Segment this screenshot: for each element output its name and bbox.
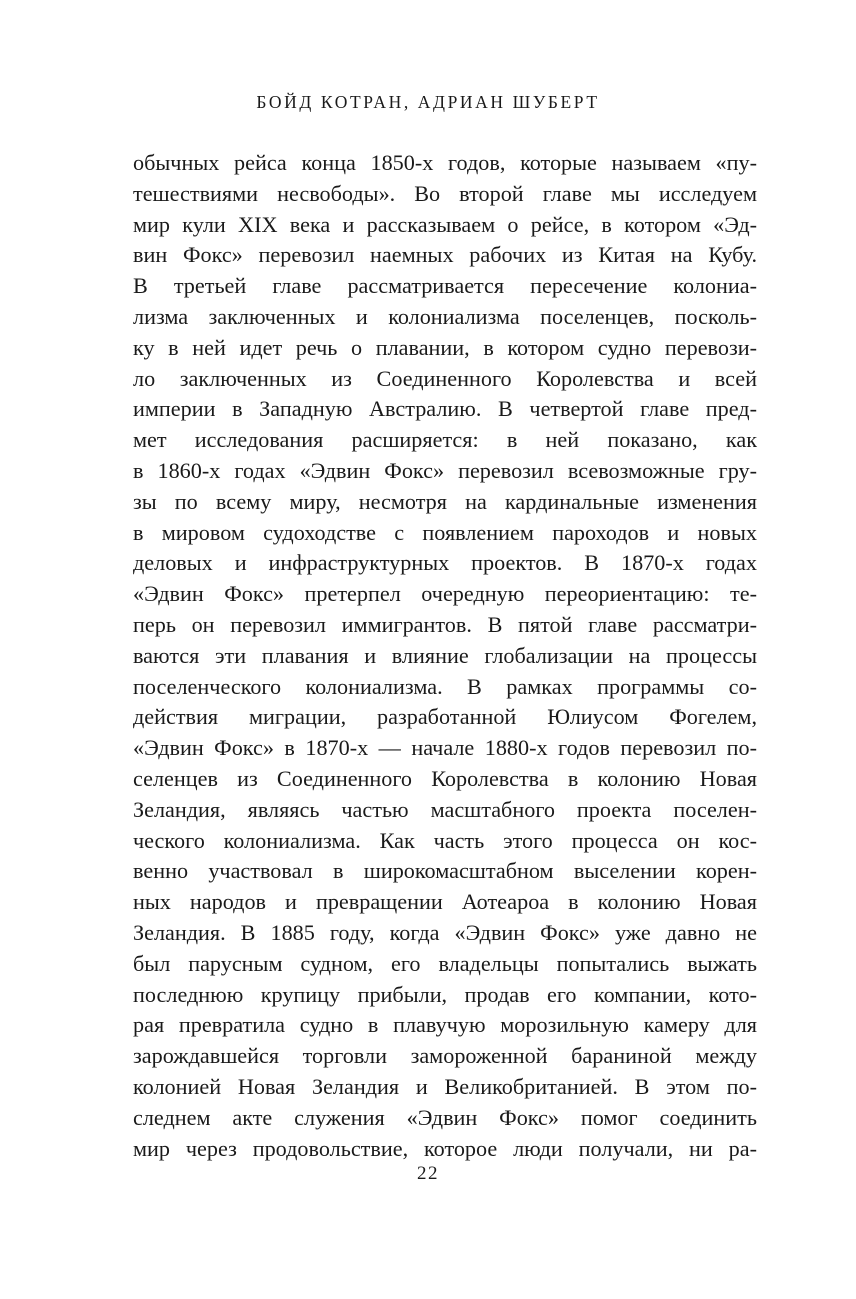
page-number: 22 — [417, 1163, 439, 1184]
text-line: колонией Новая Зеландия и Великобританией. В этом по- — [133, 1073, 757, 1099]
text-line: империи в Западную Австралию. В четвертой главе пред- — [133, 396, 757, 422]
text-line: мир кули XIX века и рассказываем о рейсе, в котором «Эд- — [133, 211, 757, 237]
text-line: был парусным судном, его владельцы попытались выжать — [133, 950, 757, 976]
text-line: перь он перевозил иммигрантов. В пятой главе рассматри- — [133, 611, 757, 637]
text-line: «Эдвин Фокс» в 1870-х — начале 1880-х годов перевозил по- — [133, 735, 757, 761]
text-line: ческого колониализма. Как часть этого процесса он кос- — [133, 827, 757, 853]
text-line: в 1860-х годах «Эдвин Фокс» перевозил всевозможные гру- — [133, 457, 757, 483]
text-line: деловых и инфраструктурных проектов. В 1870-х годах — [133, 550, 757, 576]
text-line: обычных рейса конца 1850-х годов, которые называем «пу- — [133, 150, 757, 175]
text-line: рая превратила судно в плавучую морозильную камеру для — [133, 1012, 757, 1038]
text-line: ных народов и превращении Аотеароа в колонию Новая — [133, 889, 757, 915]
text-line: ло заключенных из Соединенного Королевства и всей — [133, 365, 757, 391]
text-line: поселенческого колониализма. В рамках программы со- — [133, 673, 757, 699]
text-line: В третьей главе рассматривается пересечение колониа- — [133, 273, 757, 299]
text-line: мир через продовольствие, которое люди получали, ни ра- — [133, 1135, 757, 1161]
text-line: последнюю крупицу прибыли, продав его компании, кото- — [133, 981, 757, 1007]
text-line: зарождавшейся торговли замороженной бараниной между — [133, 1043, 757, 1069]
text-line: действия миграции, разработанной Юлиусом Фогелем, — [133, 704, 757, 730]
text-line: Зеландия. В 1885 году, когда «Эдвин Фокс» уже давно не — [133, 919, 757, 945]
text-line: в мировом судоходстве с появлением пароходов и новых — [133, 519, 757, 545]
text-line: венно участвовал в широкомасштабном выселении корен- — [133, 858, 757, 884]
text-line: следнем акте служения «Эдвин Фокс» помог соединить — [133, 1104, 757, 1130]
text-line: Зеландия, являясь частью масштабного проекта поселен- — [133, 796, 757, 822]
text-line: ваются эти плавания и влияние глобализации на процессы — [133, 642, 757, 668]
text-line: мет исследования расширяется: в ней показано, как — [133, 427, 757, 453]
body-text — [133, 148, 757, 1164]
running-head: БОЙД КОТРАН, АДРИАН ШУБЕРТ — [256, 92, 600, 112]
text-line: лизма заключенных и колониализма поселенцев, посколь- — [133, 303, 757, 329]
text-line: тешествиями несвободы». Во второй главе мы исследуем — [133, 180, 757, 206]
text-line: вин Фокс» перевозил наемных рабочих из Китая на Кубу. — [133, 242, 757, 268]
text-line: селенцев из Соединенного Королевства в колонию Новая — [133, 765, 757, 791]
text-line: зы по всему миру, несмотря на кардинальные изменения — [133, 488, 757, 514]
text-line: ку в ней идет речь о плавании, в котором судно перевози- — [133, 334, 757, 360]
text-line: «Эдвин Фокс» претерпел очередную переориентацию: те- — [133, 581, 757, 607]
